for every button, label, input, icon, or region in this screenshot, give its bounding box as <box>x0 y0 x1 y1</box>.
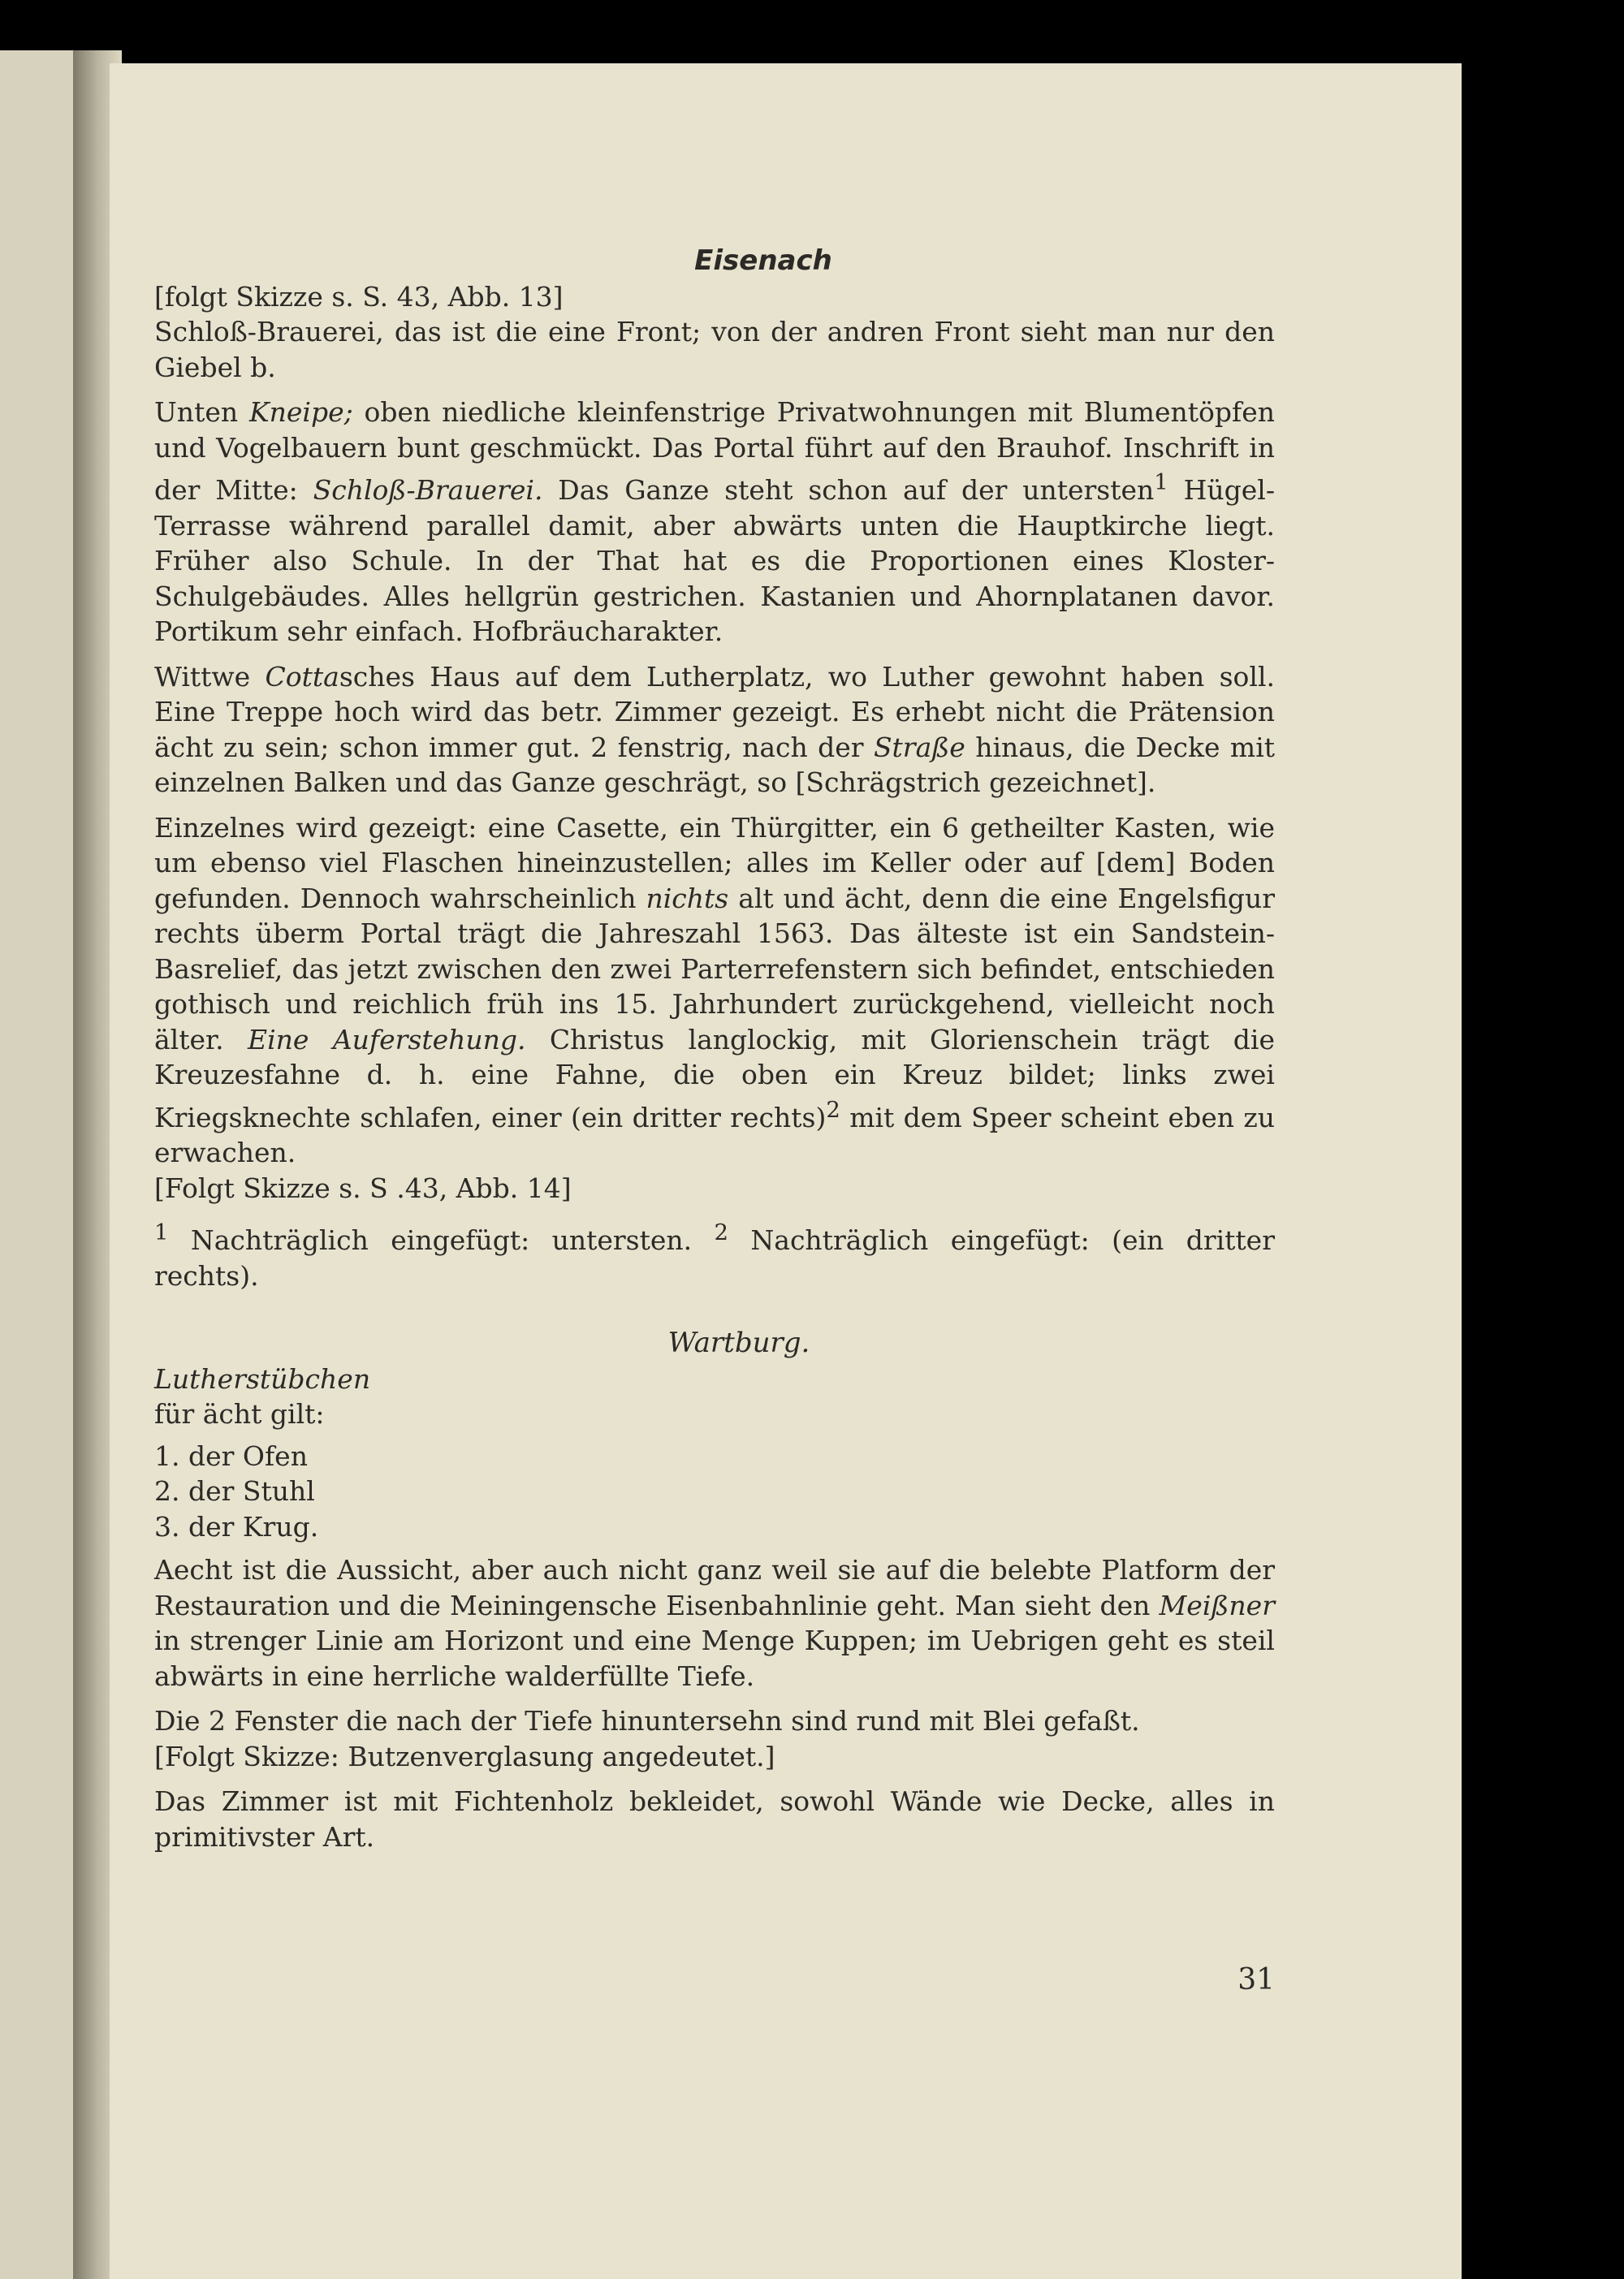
paragraph: Unten Kneipe; oben niedliche kleinfenstrige Privatwohnungen mit Blumentöpfen und Vogelbauern bunt geschmückt. Das Portal führt auf den Brauhof. Inschrift in der Mitte: Schloß-Brauerei. Das Ganze steht schon auf der untersten$^1$ Hügel-Terrasse während parallel damit, aber abwärts unten die Hauptkirche liegt. Früher also Schule. In der That hat es die Proportionen eines Kloster-Schulgebäudes. Alles hellgrün gestrichen. Kastanien und Ahornplatanen davor. Portikum sehr einfach. Hofbräucharakter. <box>154 396 1276 647</box>
paragraph: Einzelnes wird gezeigt: eine Casette, ein Thürgitter, ein 6 getheilter Kasten, wie um ebenso viel Flaschen hineinzustellen; alles im Keller oder auf [dem] Boden gefunden. Dennoch wahrscheinlich nichts alt und ächt, denn die eine Engelsfigur rechts überm Portal trägt die Jahreszahl 1563. Das älteste ist ein Sandstein-Basrelief, das jetzt zwischen den zwei Parterrefenstern sich befindet, entschieden gothisch und reichlich früh ins 15. Jahrhundert zurückgehend, vielleicht noch älter. Eine Auferstehung. Christus langlockig, mit Glorienschein trägt die Kreuzesfahne d. h. eine Fahne, die oben ein Kreuz bildet; links zwei Kriegsknechte schlafen, einer (ein dritter rechts)$^2$ mit dem Speer scheint eben zu erwachen. <box>154 811 1275 1168</box>
paragraph: Aecht ist die Aussicht, aber auch nicht ganz weil sie auf die belebte Platform der Restauration und die Meiningensche Eisenbahnlinie geht. Man sieht den Meißner in strenger Linie am Horizont und eine Menge Kuppen; im Uebrigen geht es steil abwärts in eine herrliche walderfüllte Tiefe. <box>154 1554 1275 1692</box>
left-page-edge <box>0 50 73 2279</box>
page-number: 31 <box>1237 1963 1275 1996</box>
section-title-eisenach: Eisenach <box>694 244 832 277</box>
list-item: 2. der Stuhl <box>154 1475 315 1507</box>
sketch-note: [Folgt Skizze: Butzenverglasung angedeutet.] <box>154 1740 775 1772</box>
section-title-wartburg: Wartburg. <box>667 1327 810 1359</box>
sketch-note: [Folgt Skizze s. S .43, Abb. 14] <box>154 1172 572 1204</box>
subheading: Lutherstübchen <box>154 1362 371 1395</box>
footnotes: $^1$ Nachträglich eingefügt: untersten. $^2$ Nachträglich eingefügt: (ein dritter rechts). <box>154 1219 1275 1292</box>
paragraph: Schloß-Brauerei, das ist die eine Front; von der andren Front sieht man nur den Giebel b. <box>154 316 1275 383</box>
item-list <box>154 1439 1275 1545</box>
page-text <box>154 244 1275 1864</box>
list-item: 3. der Krug. <box>154 1510 319 1543</box>
footnote-marker: 2 <box>826 1096 840 1123</box>
footnote-marker: 1 <box>1154 469 1168 495</box>
list-item: 1. der Ofen <box>154 1439 308 1472</box>
paragraph: Die 2 Fenster die nach der Tiefe hinuntersehn sind rund mit Blei gefaßt. <box>154 1705 1140 1737</box>
paragraph: Das Zimmer ist mit Fichtenholz bekleidet, sowohl Wände wie Decke, alles in primitivster Art. <box>154 1785 1275 1853</box>
paragraph: Wittwe Cottasches Haus auf dem Lutherplatz, wo Luther gewohnt haben soll. Eine Treppe hoch wird das betr. Zimmer gezeigt. Es erhebt nicht die Prätension ächt zu sein; schon immer gut. 2 fenstrig, nach der Straße hinaus, die Decke mit einzelnen Balken und das Ganze geschrägt, so [Schrägstrich gezeichnet]. <box>154 660 1276 798</box>
sketch-note: [folgt Skizze s. S. 43, Abb. 13] <box>154 280 564 313</box>
list-intro: für ächt gilt: <box>154 1398 325 1430</box>
